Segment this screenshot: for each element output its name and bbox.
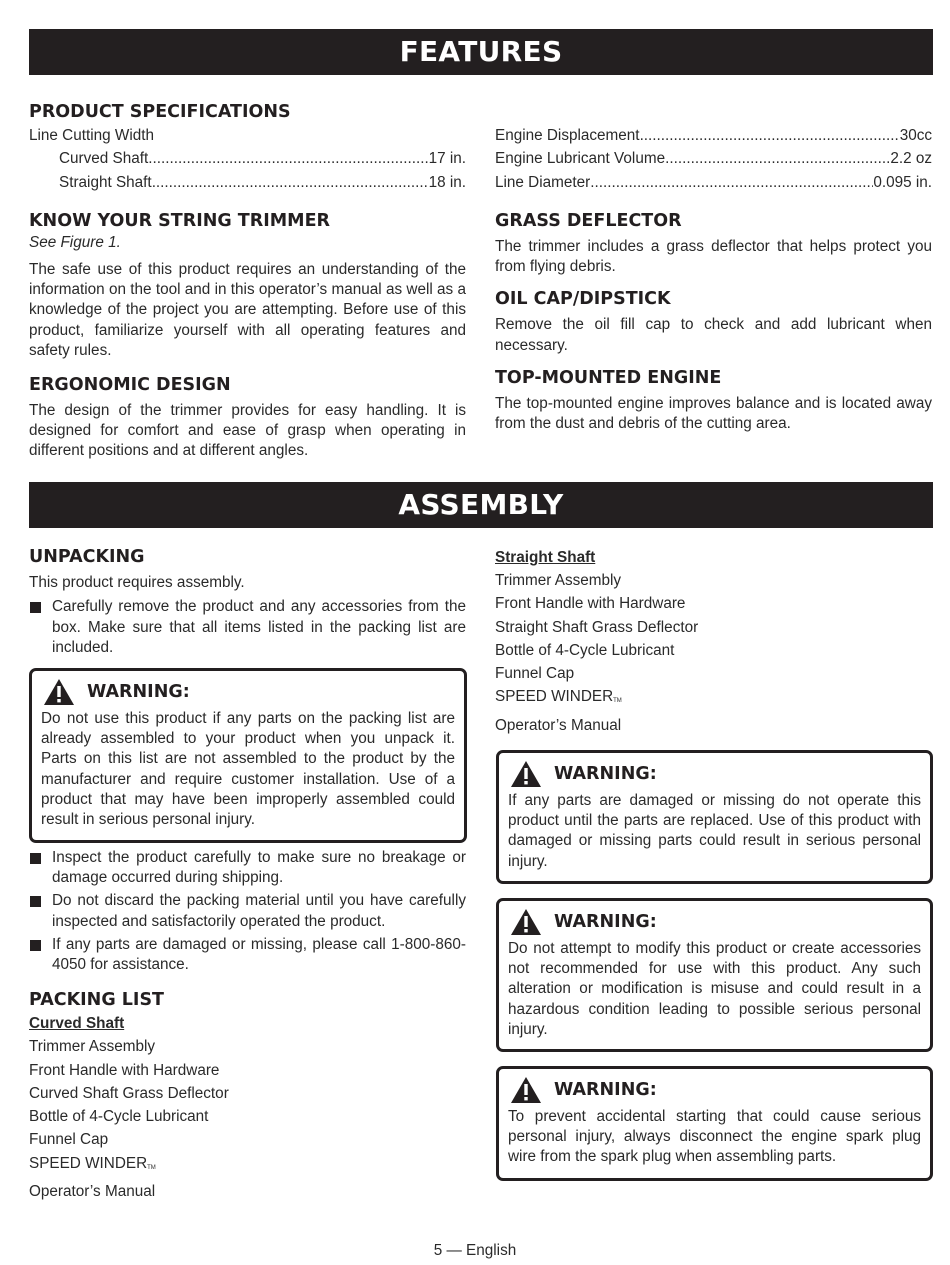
warning-box-parts-preassembled <box>29 668 467 843</box>
spec-curved-shaft <box>29 147 466 170</box>
spec-value: 0.095 in. <box>873 173 932 191</box>
bullet-square-icon <box>30 602 41 613</box>
warning-box-spark-plug <box>496 1066 933 1181</box>
line-cutting-width-label: Line Cutting Width <box>29 127 154 144</box>
list-item: Front Handle with Hardware <box>29 1061 220 1079</box>
bullet-square-icon <box>30 940 41 951</box>
spec-straight-shaft <box>29 171 466 194</box>
bullet-text: Do not discard the packing material until you have carefully inspected and satisfactorily operated the product. <box>52 892 466 930</box>
warning-label: WARNING: <box>87 682 190 702</box>
know-your-trimmer-heading: KNOW YOUR STRING TRIMMER <box>29 210 330 231</box>
spec-engine-lubricant-volume <box>495 147 932 170</box>
bullet-text: If any parts are damaged or missing, please call 1-800-860-4050 for assistance. <box>52 935 466 974</box>
list-item: Operator’s Manual <box>29 1183 156 1200</box>
grass-deflector-body: The trimmer includes a grass deflector that helps protect you from flying debris. <box>495 237 932 276</box>
warning-text: Do not use this product if any parts on the packing list are already assembled to your product when you unpack it. Parts on this list are not assembled to the product by the manufacturer and require customer installation. Use of a product that may have been improperly assembled could result in serious personal injury. <box>41 710 455 829</box>
features-right-column <box>495 124 932 434</box>
warning-text: To prevent accidental starting that could cause serious personal injury, always disconnect the engine spark plug wire from the spark plug when assembling parts. <box>508 1108 921 1166</box>
unpacking-bullet <box>29 935 466 975</box>
warning-text: Do not attempt to modify this product or create accessories not recommended for use with this product. Any such alteration or modification is misuse and could result in a hazardous condition leading to possible serious personal injury. <box>508 940 921 1038</box>
spec-value: 18 in. <box>428 173 466 191</box>
features-left-column <box>29 101 466 462</box>
top-mounted-engine-body: The top-mounted engine improves balance and is located away from the dust and debris of the cutting area. <box>495 394 932 432</box>
list-item-text: SPEED WINDER <box>29 1154 148 1172</box>
trademark-mark: TM <box>613 698 622 705</box>
list-item: Curved Shaft Grass Deflector <box>29 1084 229 1102</box>
assembly-banner: ASSEMBLY <box>29 482 933 528</box>
product-specifications-heading: PRODUCT SPECIFICATIONS <box>29 102 291 122</box>
bullet-square-icon <box>30 853 41 864</box>
list-item <box>495 685 932 713</box>
warning-triangle-icon <box>510 1076 542 1104</box>
straight-shaft-subheading: Straight Shaft <box>495 549 596 566</box>
warning-label: WARNING: <box>554 1080 657 1100</box>
see-figure-note: See Figure 1. <box>29 233 121 251</box>
list-item: Trimmer Assembly <box>29 1038 156 1056</box>
spec-label: Line Diameter <box>495 173 591 191</box>
packing-list-heading: PACKING LIST <box>29 990 164 1011</box>
spec-value: 17 in. <box>428 150 466 168</box>
spec-label: Straight Shaft <box>59 173 152 191</box>
unpacking-bullet <box>29 891 466 931</box>
list-item: Straight Shaft Grass Deflector <box>495 618 699 636</box>
top-mounted-engine-heading: TOP-MOUNTED ENGINE <box>495 367 722 388</box>
warning-label: WARNING: <box>554 912 657 932</box>
warning-box-damaged-parts <box>496 750 933 884</box>
list-item: Operator’s Manual <box>495 716 622 734</box>
spec-label: Curved Shaft <box>59 150 149 168</box>
grass-deflector-heading: GRASS DEFLECTOR <box>495 210 682 231</box>
warning-box-modify-product <box>496 898 933 1052</box>
warning-triangle-icon <box>510 760 542 788</box>
bullet-text: Inspect the product carefully to make sure no breakage or damage occurred during shipping. <box>52 849 466 887</box>
bullet-text: Carefully remove the product and any accessories from the box. Make sure that all items listed in the packing list are included. <box>52 598 466 656</box>
unpacking-section <box>29 546 466 658</box>
list-item: Bottle of 4-Cycle Lubricant <box>495 641 675 659</box>
list-item <box>29 1152 466 1180</box>
unpacking-intro: This product requires assembly. <box>29 574 245 591</box>
spec-label: Engine Lubricant Volume <box>495 150 666 168</box>
unpacking-heading: UNPACKING <box>29 547 145 567</box>
list-item-text: SPEED WINDER <box>495 688 614 706</box>
spec-value: 2.2 oz <box>890 150 932 168</box>
know-your-trimmer-body: The safe use of this product requires an understanding of the information on the tool and in this operator’s manual as well as a knowledge of the project you are attempting. Before use of this product, familiarize yourself with all operating features and safety rules. <box>29 260 466 359</box>
ergonomic-design-body: The design of the trimmer provides for easy handling. It is designed for comfort and ease of grasp when operating in different positions and at different angles. <box>29 401 466 460</box>
warning-label: WARNING: <box>554 764 657 784</box>
bullet-square-icon <box>30 896 41 907</box>
warning-triangle-icon <box>510 908 542 936</box>
unpacking-bullet <box>29 848 466 888</box>
warning-triangle-icon <box>43 678 75 706</box>
oil-cap-heading: OIL CAP/DIPSTICK <box>495 289 671 310</box>
list-item: Trimmer Assembly <box>495 572 622 589</box>
list-item: Funnel Cap <box>29 1131 109 1149</box>
spec-engine-displacement <box>495 124 932 147</box>
list-item: Funnel Cap <box>495 665 575 683</box>
ergonomic-design-heading: ERGONOMIC DESIGN <box>29 374 231 395</box>
trademark-mark: TM <box>147 1164 156 1171</box>
spec-line-diameter <box>495 171 932 194</box>
page-footer: 5 — English <box>433 1242 517 1259</box>
list-item: Bottle of 4-Cycle Lubricant <box>29 1108 209 1126</box>
warning-text: If any parts are damaged or missing do not operate this product until the parts are replaced. Use of this product with damaged or missing parts could result in serious personal injury. <box>508 792 921 870</box>
straight-shaft-list <box>495 546 932 737</box>
curved-shaft-subheading: Curved Shaft <box>29 1015 125 1033</box>
features-banner: FEATURES <box>29 29 933 75</box>
list-item: Front Handle with Hardware <box>495 595 686 613</box>
spec-value: 30cc <box>899 127 932 144</box>
spec-label: Engine Displacement <box>495 127 640 144</box>
oil-cap-body: Remove the oil fill cap to check and add lubricant when necessary. <box>495 316 932 354</box>
unpacking-bullet <box>29 597 466 658</box>
unpacking-bullets-continued <box>29 848 466 1203</box>
